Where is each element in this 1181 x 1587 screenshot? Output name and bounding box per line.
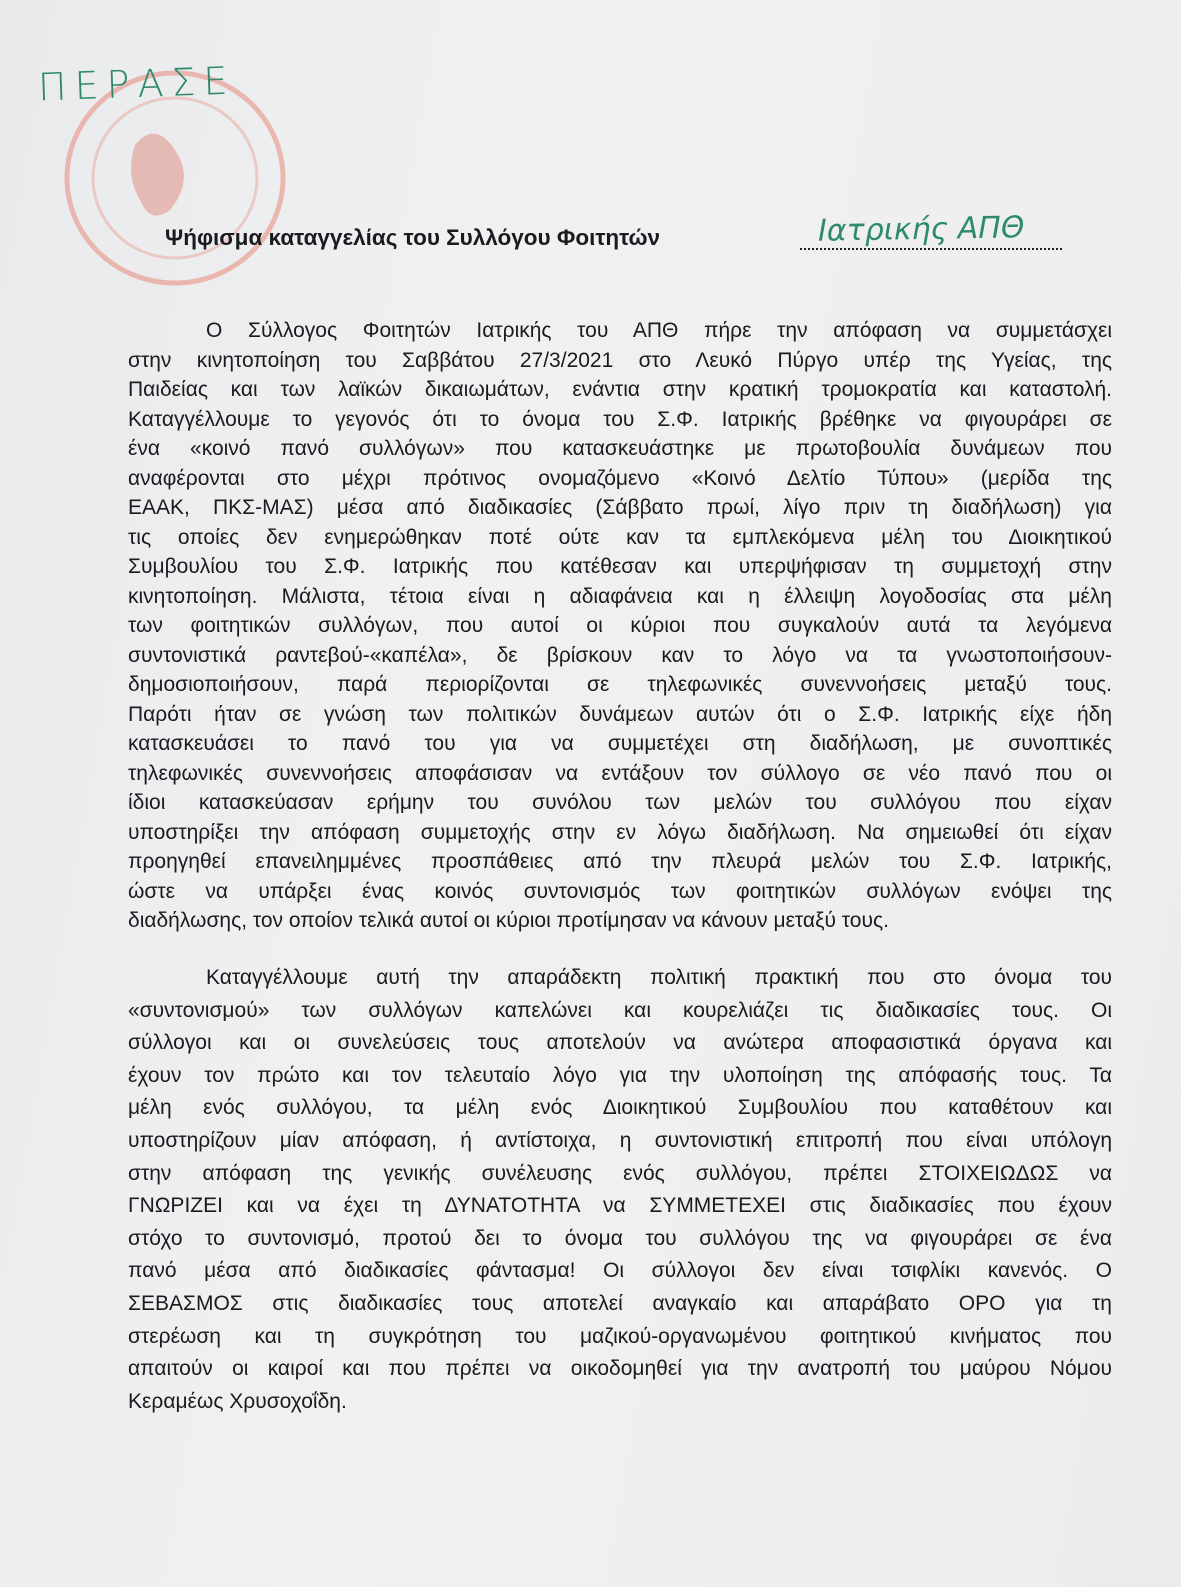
- text-line: μέλη ενός συλλόγου, τα μέλη ενός Διοικητικού Συμβουλίου που καταθέτουν και: [128, 1096, 1112, 1120]
- text-line: Ο Σύλλογος Φοιτητών Ιατρικής του ΑΠΘ πήρε την απόφαση να συμμετάσχει: [206, 319, 1112, 342]
- text-line: πανό μέσα από διαδικασίες φάντασμα! Οι σύλλογοι δεν είναι τσιφλίκι κανενός. Ο: [128, 1259, 1112, 1283]
- text-line: των φοιτητικών συλλόγων, που αυτοί οι κύριοι που συγκαλούν αυτά τα λεγόμενα: [128, 614, 1112, 637]
- text-line: δημοσιοποιήσουν, παρά περιορίζονται σε τηλεφωνικές συνεννοήσεις μεταξύ τους.: [128, 673, 1112, 696]
- text-line: στην απόφαση της γενικής συνέλευσης ενός συλλόγου, πρέπει ΣΤΟΙΧΕΙΩΔΩΣ να: [128, 1161, 1112, 1185]
- text-line: Παιδείας και των λαϊκών δικαιωμάτων, ενάντια στην κρατική τρομοκρατία και καταστολή.: [128, 378, 1112, 401]
- paragraph-1: [128, 316, 1112, 936]
- text-line: Καταγγέλλουμε το γεγονός ότι το όνομα του Σ.Φ. Ιατρικής βρέθηκε να φιγουράρει σε: [128, 407, 1112, 431]
- text-line: ώστε να υπάρξει ένας κοινός συντονισμός των φοιτητικών συλλόγων ενόψει της: [128, 879, 1112, 903]
- text-line: Καταγγέλλουμε αυτή την απαράδεκτη πολιτική πρακτική που στο όνομα του: [206, 966, 1112, 989]
- text-line: ΓΝΩΡΙΖΕΙ και να έχει τη ΔΥΝΑΤΟΤΗΤΑ να ΣΥΜΜΕΤΕΧΕΙ στις διαδικασίες που έχουν: [128, 1194, 1112, 1218]
- text-line: υποστηρίζουν μίαν απόφαση, ή αντίστοιχα, η συντονιστική επιτροπή που είναι υπόλογη: [128, 1128, 1112, 1152]
- text-line: Παρότι ήταν σε γνώση των πολιτικών δυνάμεων αυτών ότι ο Σ.Φ. Ιατρικής είχε ήδη: [128, 702, 1112, 726]
- text-line: τις οποίες δεν ενημερώθηκαν ποτέ ούτε καν τα εμπλεκόμενα μέλη του Διοικητικού: [128, 525, 1112, 549]
- text-line: στόχο το συντονισμό, προτού δει το όνομα του συλλόγου της να φιγουράρει σε ένα: [128, 1226, 1112, 1250]
- text-line: «συντονισμού» των συλλόγων καπελώνει και κουρελιάζει τις διαδικασίες τους. Οι: [128, 998, 1112, 1022]
- text-line: ένα «κοινό πανό συλλόγων» που κατασκευάστηκε με πρωτοβουλία δυνάμεων που: [128, 437, 1112, 460]
- text-line: ίδιοι κατασκεύασαν ερήμην του συνόλου των μελών του συλλόγου που είχαν: [128, 791, 1112, 814]
- text-line: τηλεφωνικές συνεννοήσεις αποφάσισαν να εντάξουν τον σύλλογο σε νέο πανό που οι: [128, 761, 1112, 785]
- text-line: συντονιστικά ραντεβού-«καπέλα», δε βρίσκουν καν το λόγο να τα γνωστοποιήσουν-: [128, 643, 1112, 667]
- text-line: υποστηρίξει την απόφαση συμμετοχής στην εν λόγω διαδήλωση. Να σημειωθεί ότι είχαν: [128, 820, 1112, 844]
- text-line: προηγηθεί επανειλημμένες προσπάθειες από την πλευρά μελών του Σ.Φ. Ιατρικής,: [128, 850, 1112, 873]
- text-line: αναφέρονται στο μέχρι πρότινος ονομαζόμενο «Κοινό Δελτίο Τύπου» (μερίδα της: [128, 466, 1112, 490]
- text-line: ΕΑΑΚ, ΠΚΣ-ΜΑΣ) μέσα από διαδικασίες (Σάββατο πρωί, λίγο πριν τη διαδήλωση) για: [128, 496, 1112, 519]
- text-line: κατασκευάσει το πανό του για να συμμετέχει στη διαδήλωση, με συνοπτικές: [128, 732, 1112, 755]
- handwritten-approval-note: ΠΕΡΑΣΕ: [37, 58, 237, 110]
- text-line: στερέωση και τη συγκρότηση του μαζικού-οργανωμένου φοιτητικού κινήματος που: [128, 1324, 1112, 1348]
- text-line: απαιτούν οι καιροί και που πρέπει να οικοδομηθεί για την ανατροπή του μαύρου Νόμου: [128, 1357, 1112, 1381]
- text-line: διαδήλωσης, τον οποίον τελικά αυτοί οι κύριοι προτίμησαν να κάνουν μεταξύ τους.: [128, 909, 889, 932]
- text-line: έχουν τον πρώτο και τον τελευταίο λόγο για την υλοποίηση της απόφασής τους. Τα: [128, 1063, 1112, 1087]
- text-line: σύλλογοι και οι συνελεύσεις τους αποτελούν να ανώτερα αποφασιστικά όργανα και: [128, 1031, 1112, 1055]
- paragraph-2: [128, 962, 1112, 1418]
- handwritten-title-fill: Ιατρικής ΑΠΘ: [817, 210, 1025, 249]
- text-line: Συμβουλίου του Σ.Φ. Ιατρικής που κατέθεσαν και υπερψήφισαν τη συμμετοχή στην: [128, 555, 1112, 578]
- text-line: Κεραμέως Χρυσοχοΐδη.: [128, 1389, 347, 1413]
- text-line: στην κινητοποίηση του Σαββάτου 27/3/2021 στο Λευκό Πύργο υπέρ της Υγείας, της: [128, 348, 1112, 372]
- text-line: ΣΕΒΑΣΜΟΣ στις διαδικασίες τους αποτελεί αναγκαίο και απαράβατο ΟΡΟ για τη: [128, 1291, 1112, 1315]
- document-title: Ψήφισμα καταγγελίας του Συλλόγου Φοιτητών: [165, 225, 661, 250]
- text-line: κινητοποίηση. Μάλιστα, τέτοια είναι η αδιαφάνεια και η έλλειψη λογοδοσίας στα μέλη: [128, 584, 1112, 608]
